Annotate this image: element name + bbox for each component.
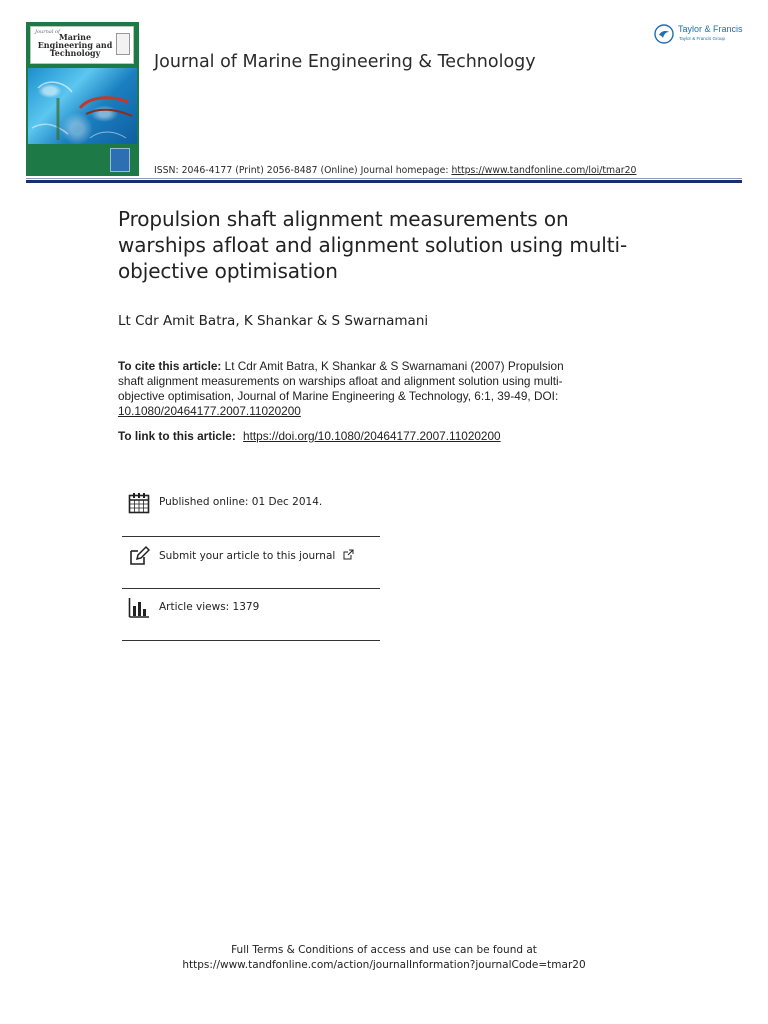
article-views-text: Article views: 1379 (159, 601, 260, 613)
cover-name-line: Marine (58, 32, 92, 42)
cite-label: To cite this article: (118, 359, 222, 373)
cite-text: Lt Cdr Amit Batra, K Shankar & S Swarnamani (2007) Propulsion shaft alignment measurements on warships afloat and alignment solution using multi-objective optimisation, Journal of Marine Engineering & Technology, 6:1, 39-49, DOI: (118, 359, 564, 403)
article-link-line (118, 429, 638, 443)
cite-doi-link[interactable]: 10.1080/20464177.2007.11020200 (118, 404, 301, 418)
issn-line (154, 165, 636, 176)
cover-stamp (116, 33, 130, 55)
header-divider-thin (26, 178, 742, 179)
submit-article-row[interactable] (122, 545, 380, 593)
edit-icon (128, 545, 150, 567)
citation-block (118, 359, 588, 419)
article-views-row (122, 597, 380, 645)
publisher-group: Taylor & Francis Group (679, 36, 726, 41)
cover-kicker: Journal of (35, 29, 60, 35)
header-divider (26, 180, 742, 183)
terms-line: Full Terms & Conditions of access and use can be found at (231, 944, 537, 956)
info-divider (122, 536, 380, 537)
published-online-text: Published online: 01 Dec 2014. (159, 496, 323, 508)
submit-article-link[interactable] (159, 549, 354, 562)
article-title: Propulsion shaft alignment measurements on warships afloat and alignment solution using multi-objective optimisation (118, 207, 628, 283)
issn-text: ISSN: 2046-4177 (Print) 2056-8487 (Online) Journal homepage: (154, 165, 449, 176)
cover-water-photo (28, 68, 137, 144)
publisher-logo[interactable] (654, 22, 746, 46)
article-doi-url[interactable]: https://doi.org/10.1080/20464177.2007.11020200 (243, 429, 501, 443)
terms-url-link[interactable]: https://www.tandfonline.com/action/journalInformation?journalCode=tmar20 (182, 959, 586, 971)
info-divider (122, 640, 380, 641)
external-link-icon (343, 549, 354, 560)
published-online-row (122, 492, 380, 540)
cover-name-line: Technology (49, 48, 101, 58)
cover-journal-name (37, 33, 113, 57)
cover-title-panel (30, 26, 134, 64)
journal-cover-image (26, 22, 139, 176)
terms-footer (0, 943, 768, 973)
info-divider (122, 588, 380, 589)
link-label: To link to this article: (118, 429, 236, 443)
calendar-icon (128, 492, 150, 514)
cover-thumbnail (110, 148, 130, 172)
cover-propeller-graphic (28, 68, 137, 144)
journal-homepage-link[interactable]: https://www.tandfonline.com/loi/tmar20 (451, 165, 637, 176)
bar-chart-icon (128, 597, 150, 619)
cover-name-line: Engineering and (37, 40, 113, 50)
article-authors: Lt Cdr Amit Batra, K Shankar & S Swarnamani (118, 313, 429, 329)
journal-title[interactable]: Journal of Marine Engineering & Technology (154, 52, 536, 72)
taylor-francis-logo-icon (654, 24, 674, 44)
publisher-name: Taylor & Francis (678, 24, 743, 34)
submit-article-text: Submit your article to this journal (159, 550, 336, 562)
